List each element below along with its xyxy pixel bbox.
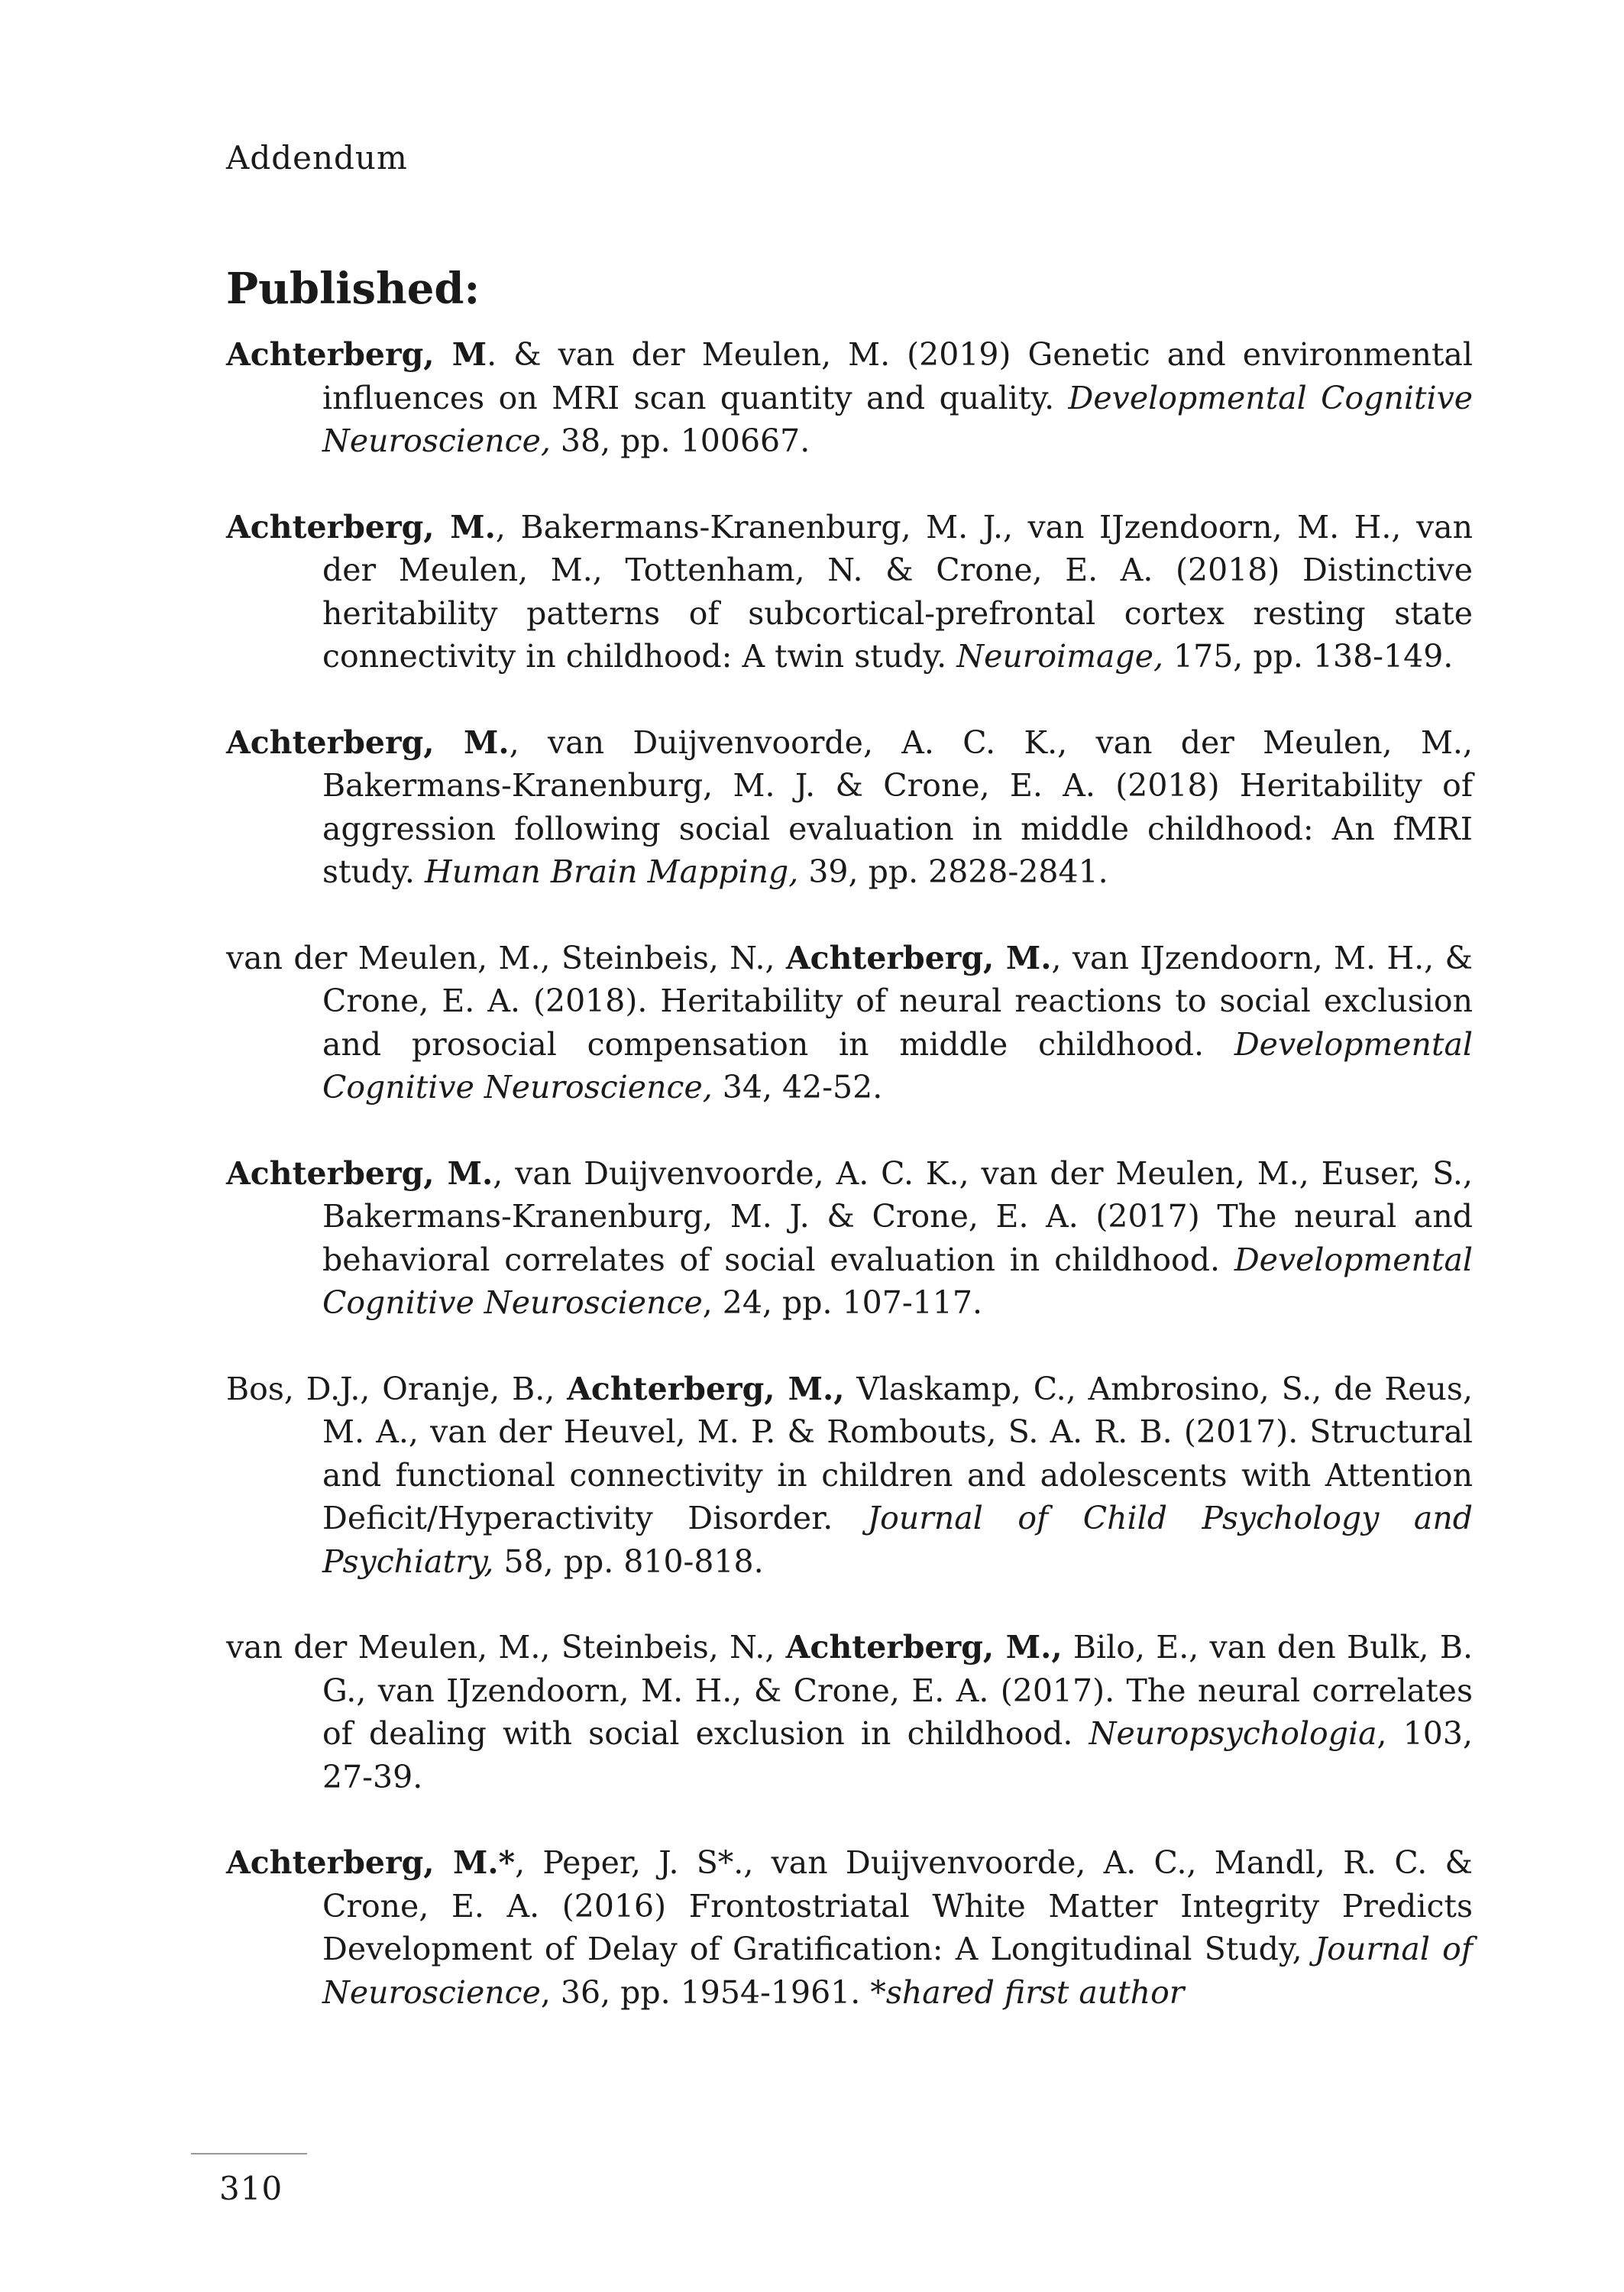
author-highlight: Achterberg, M., [785, 1629, 1063, 1666]
author-highlight: Achterberg, M. [785, 939, 1052, 976]
author-highlight: Achterberg, M. [226, 724, 510, 761]
reference-text: , van Duijvenvoorde, A. C. K., van der Meulen, M., Euser, S., Bakermans-Kranenburg, M. J. & Crone, E. A. (2017) The neural and behavioral correlates of social evaluation in childhood. [322, 1154, 1473, 1278]
footnote-note: *shared first author [870, 1973, 1185, 2011]
journal-title: Journal of Neuroscience [322, 1931, 1474, 2011]
reference-text: , 103, 27-39. [322, 1715, 1474, 1795]
reference-text: , Peper, J. S*., van Duijvenvoorde, A. C., Mandl, R. C. & Crone, E. A. (2016) Frontostriatal White Matter Integrity Predicts Development of Delay of Gratification: A Longitudinal Study, [322, 1844, 1473, 1967]
reference-text: 34, 42-52. [712, 1069, 883, 1106]
reference-text: . & van der Meulen, M. (2019) Genetic and environmental influences on MRI scan quantity and quality. [322, 336, 1473, 416]
reference-entry [226, 721, 1473, 894]
reference-text: 175, pp. 138-149. [1163, 638, 1454, 675]
page-number: 310 [219, 2170, 283, 2207]
journal-title: Developmental Cognitive Neuroscience, [322, 1025, 1473, 1106]
running-header: Addendum [226, 139, 408, 176]
reference-entry [226, 937, 1473, 1109]
reference-entry [226, 333, 1473, 463]
reference-text: , van IJzendoorn, M. H., & Crone, E. A. (2018). Heritability of neural reactions to social exclusion and prosocial compensation in middle childhood. [322, 939, 1473, 1063]
author-highlight: Achterberg, M., [567, 1370, 845, 1407]
reference-entry [226, 1368, 1473, 1584]
reference-list [226, 333, 1473, 2057]
reference-text: Vlaskamp, C., Ambrosino, S., de Reus, M. A., van der Heuvel, M. P. & Rombouts, S. A. R. B. (2017). Structural and functional connectivity in children and adolescents with Attention Deficit/Hyperactivity Disorder. [322, 1370, 1473, 1536]
reference-text: van der Meulen, M., Steinbeis, N., [226, 1629, 786, 1666]
journal-title: Journal of Child Psychology and Psychiatry, [322, 1500, 1474, 1580]
reference-text: van der Meulen, M., Steinbeis, N., [226, 939, 786, 976]
reference-entry [226, 1841, 1473, 2014]
journal-title: Human Brain Mapping, [424, 853, 799, 890]
author-highlight: Achterberg, M [226, 336, 487, 373]
reference-text: , 36, pp. 1954-1961. [540, 1973, 871, 2011]
reference-entry [226, 506, 1473, 678]
journal-title: Developmental Cognitive Neuroscience, [322, 379, 1473, 459]
reference-text: , Bakermans-Kranenburg, M. J., van IJzendoorn, M. H., van der Meulen, M., Tottenham, N. & Crone, E. A. (2018) Distinctive heritability patterns of subcortical-prefrontal cortex resting state connectivity in childhood: A twin study. [322, 508, 1473, 675]
reference-text: , van Duijvenvoorde, A. C. K., van der Meulen, M., Bakermans-Kranenburg, M. J. & Crone, E. A. (2018) Heritability of aggression following social evaluation in middle childhood: An fMRI study. [322, 724, 1473, 890]
author-highlight: Achterberg, M. [226, 508, 496, 545]
reference-entry [226, 1626, 1473, 1798]
reference-text: Bos, D.J., Oranje, B., [226, 1370, 568, 1407]
reference-text: 58, pp. 810-818. [493, 1543, 764, 1580]
journal-title: Developmental Cognitive Neuroscience [322, 1241, 1473, 1321]
reference-text: 38, pp. 100667. [550, 422, 810, 459]
reference-entry [226, 1152, 1473, 1325]
reference-text: Bilo, E., van den Bulk, B. G., van IJzendoorn, M. H., & Crone, E. A. (2017). The neural correlates of dealing with social exclusion in childhood. [322, 1629, 1473, 1752]
journal-title: Neuroimage, [956, 638, 1164, 675]
footer-divider [191, 2153, 307, 2154]
journal-title: Neuropsychologia [1089, 1715, 1377, 1752]
author-highlight: Achterberg, M.* [226, 1844, 516, 1881]
section-title: Published: [226, 264, 480, 314]
author-highlight: Achterberg, M. [226, 1154, 493, 1192]
reference-text: 39, pp. 2828-2841. [798, 853, 1108, 890]
reference-text: , 24, pp. 107-117. [702, 1284, 982, 1321]
